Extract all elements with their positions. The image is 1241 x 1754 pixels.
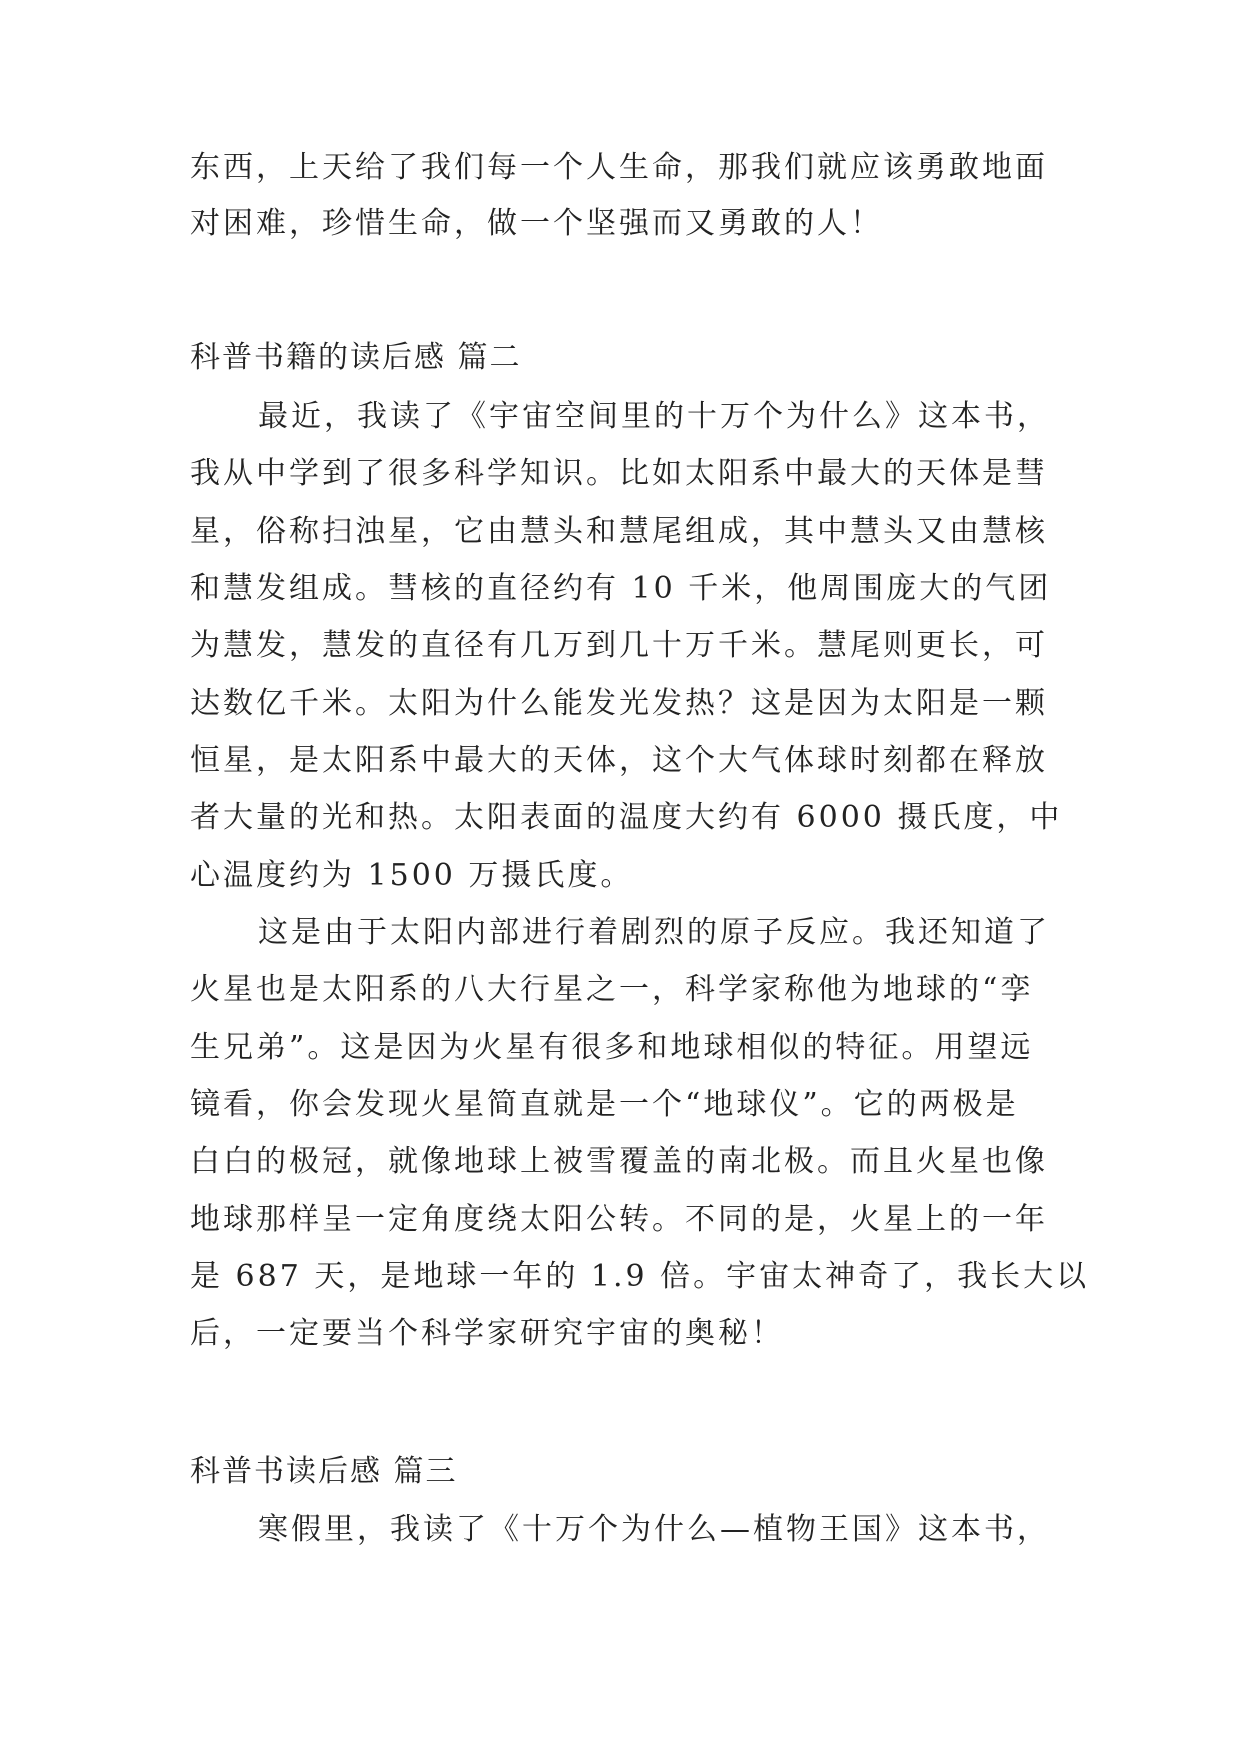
text-line: 白白的极冠，就像地球上被雪覆盖的南北极。而且火星也像 [190, 1144, 1048, 1179]
text-line: 最近，我读了《宇宙空间里的十万个为什么》这本书， [258, 399, 1050, 434]
text-line: 和慧发组成。彗核的直径约有 10 千米，他周围庞大的气团 [190, 571, 1052, 606]
text-line: 达数亿千米。太阳为什么能发光发热？这是因为太阳是一颗 [190, 686, 1048, 721]
section-heading: 科普书读后感 篇三 [190, 1454, 458, 1489]
text-line: 后，一定要当个科学家研究宇宙的奥秘！ [190, 1316, 784, 1351]
text-line: 这是由于太阳内部进行着剧烈的原子反应。我还知道了 [258, 915, 1050, 950]
text-line: 地球那样呈一定角度绕太阳公转。不同的是，火星上的一年 [190, 1202, 1048, 1237]
text-line: 心温度约为 1500 万摄氏度。 [190, 858, 634, 893]
text-line: 恒星，是太阳系中最大的天体，这个大气体球时刻都在释放 [190, 743, 1048, 778]
text-line: 是 687 天，是地球一年的 1.9 倍。宇宙太神奇了，我长大以 [190, 1259, 1090, 1294]
text-line: 东西，上天给了我们每一个人生命，那我们就应该勇敢地面 [190, 150, 1048, 185]
text-line: 生兄弟”。这是因为火星有很多和地球相似的特征。用望远 [190, 1030, 1034, 1065]
text-line: 我从中学到了很多科学知识。比如太阳系中最大的天体是彗 [190, 456, 1048, 491]
text-line: 对困难，珍惜生命，做一个坚强而又勇敢的人！ [190, 206, 883, 241]
text-line: 寒假里，我读了《十万个为什么—植物王国》这本书， [258, 1512, 1050, 1547]
text-line: 镜看，你会发现火星简直就是一个“地球仪”。它的两极是 [190, 1087, 1019, 1122]
text-line: 星，俗称扫浊星，它由慧头和慧尾组成，其中慧头又由慧核 [190, 514, 1048, 549]
text-line: 为慧发，慧发的直径有几万到几十万千米。慧尾则更长，可 [190, 628, 1048, 663]
text-line: 者大量的光和热。太阳表面的温度大约有 6000 摄氏度，中 [190, 800, 1063, 835]
section-heading: 科普书籍的读后感 篇二 [190, 340, 522, 375]
text-line: 火星也是太阳系的八大行星之一，科学家称他为地球的“孪 [190, 972, 1034, 1007]
